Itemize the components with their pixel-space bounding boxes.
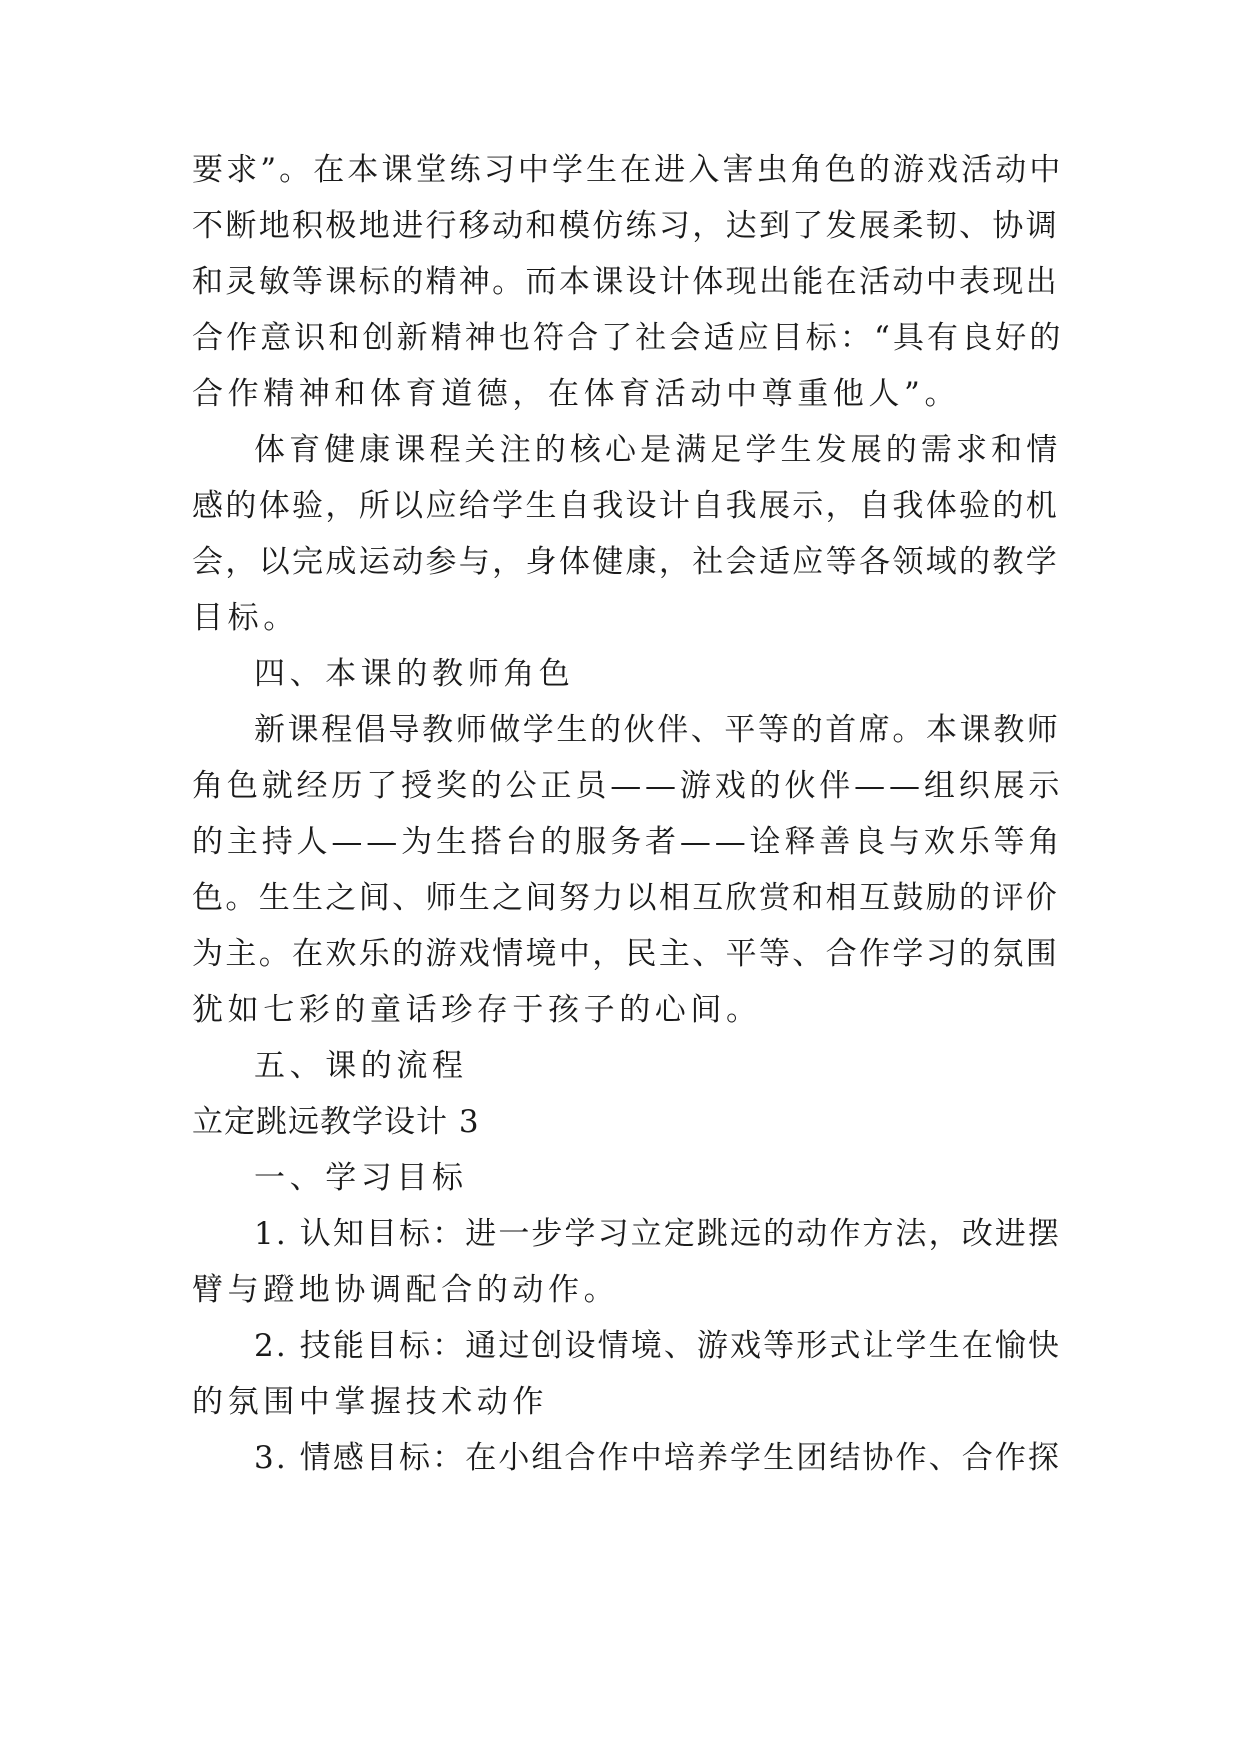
text-line: 和灵敏等课标的精神。而本课设计体现出能在活动中表现出 [192, 264, 1060, 300]
text-line: 的主持人——为生搭台的服务者——诠释善良与欢乐等角 [192, 824, 1064, 860]
text-line: 要求”。在本课堂练习中学生在进入害虫角色的游戏活动中 [192, 152, 1064, 188]
list-item-first-line: 1. 认知目标：进一步学习立定跳远的动作方法，改进摆 [254, 1216, 1062, 1252]
text-line: 合作精神和体育道德，在体育活动中尊重他人”。 [192, 376, 961, 412]
section-heading: 五、课的流程 [254, 1048, 468, 1084]
text-line: 目标。 [192, 600, 299, 636]
list-item-first-line: 3. 情感目标：在小组合作中培养学生团结协作、合作探 [254, 1440, 1062, 1476]
section-heading: 四、本课的教师角色 [254, 656, 575, 692]
paragraph-first-line: 体育健康课程关注的核心是满足学生发展的需求和情 [254, 432, 1062, 468]
document-title: 立定跳远教学设计 3 [192, 1104, 480, 1140]
text-line: 合作意识和创新精神也符合了社会适应目标：“具有良好的 [192, 320, 1064, 356]
section-heading: 一、学习目标 [254, 1160, 468, 1196]
text-line: 不断地积极地进行移动和模仿练习，达到了发展柔韧、协调 [192, 208, 1060, 244]
text-line: 犹如七彩的童话珍存于孩子的心间。 [192, 992, 762, 1028]
paragraph-first-line: 新课程倡导教师做学生的伙伴、平等的首席。本课教师 [254, 712, 1061, 748]
text-line: 色。生生之间、师生之间努力以相互欣赏和相互鼓励的评价 [192, 880, 1060, 916]
text-line: 角色就经历了授奖的公正员——游戏的伙伴——组织展示 [192, 768, 1064, 804]
list-item-first-line: 2. 技能目标：通过创设情境、游戏等形式让学生在愉快 [254, 1328, 1062, 1364]
text-line: 感的体验，所以应给学生自我设计自我展示，自我体验的机 [192, 488, 1060, 524]
text-line: 的氛围中掌握技术动作 [192, 1384, 548, 1420]
text-line: 臂与蹬地协调配合的动作。 [192, 1272, 620, 1308]
text-line: 会，以完成运动参与，身体健康，社会适应等各领域的教学 [192, 544, 1060, 580]
text-line: 为主。在欢乐的游戏情境中，民主、平等、合作学习的氛围 [192, 936, 1060, 972]
